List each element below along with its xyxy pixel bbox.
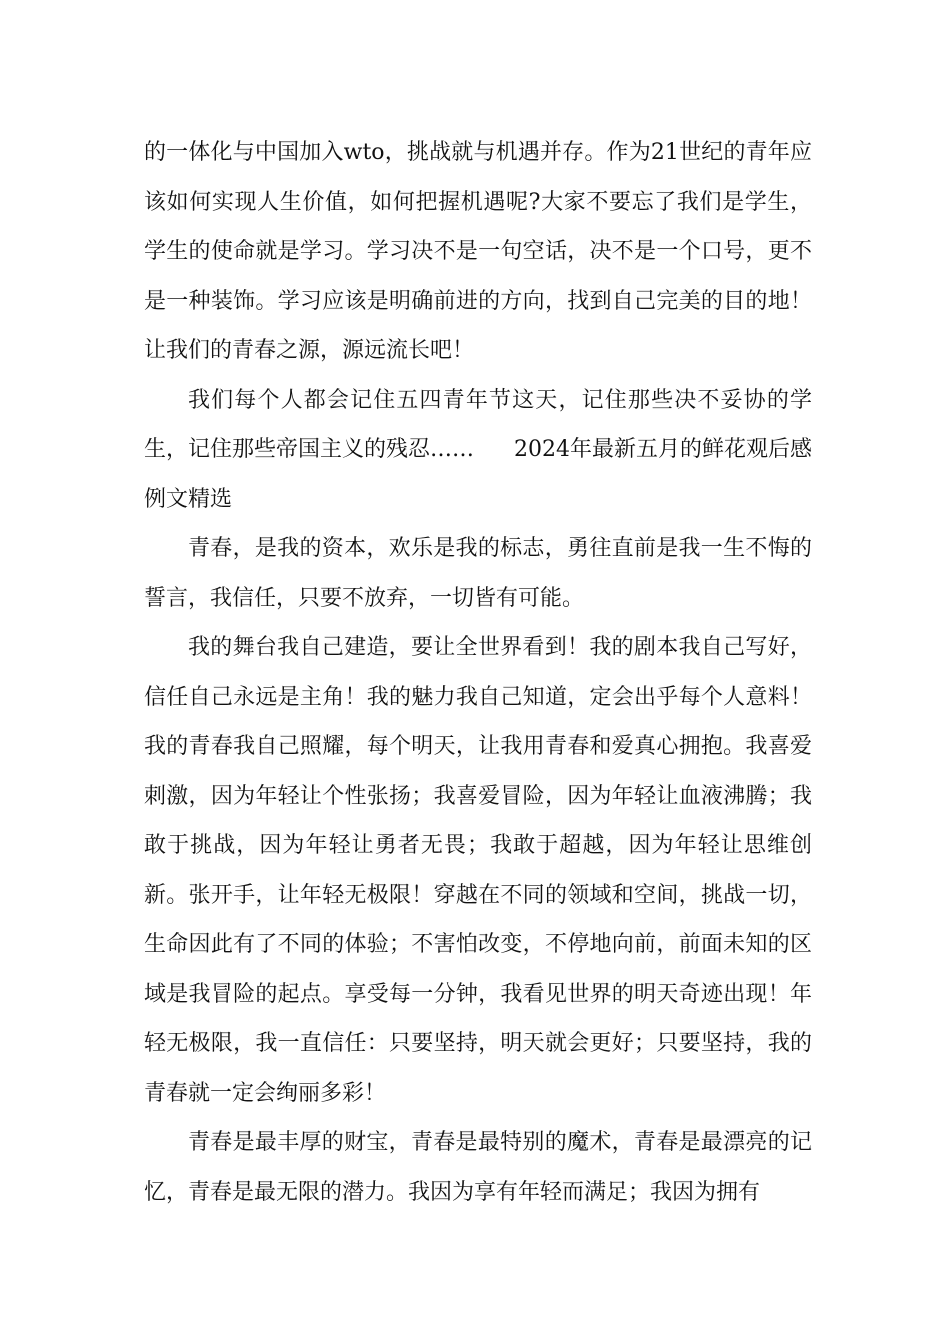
paragraph-text: 我的舞台我自己建造，要让全世界看到！我的剧本我自己写好，信任自己永远是主角！我的魅力我自己知道，定会出乎每个人意料！我的青春我自己照耀，每个明天，让我用青春和爱真心拥抱。我喜爱刺激，因为年轻让个性张扬；我喜爱冒险，因为年轻让血液沸腾；我敢于挑战，因为年轻让勇者无畏；我敢于超越，因为年轻让思维创新。张开手，让年轻无极限！穿越在不同的领域和空间，挑战一切，生命因此有了不同的体验；不害怕改变，不停地向前，前面未知的区域是我冒险的起点。享受每一分钟，我看见世界的明天奇迹出现！年轻无极限，我一直信任：只要坚持，明天就会更好；只要坚持，我的青春就一定会绚丽多彩！ bbox=[144, 635, 812, 1106]
paragraph-text: 我们每个人都会记住五四青年节这天，记住那些决不妥协的学生，记住那些帝国主义的残忍…… bbox=[144, 387, 812, 462]
document-body bbox=[144, 128, 812, 1217]
article-heading-inline: 2024年最新五月的鲜花观后感例文精选 bbox=[144, 437, 813, 512]
paragraph-text: 青春，是我的资本，欢乐是我的标志，勇往直前是我一生不悔的誓言，我信任，只要不放弃，一切皆有可能。 bbox=[144, 536, 812, 611]
paragraph-2 bbox=[144, 376, 812, 525]
paragraph-5 bbox=[144, 1118, 812, 1217]
paragraph-1 bbox=[144, 128, 812, 376]
paragraph-3 bbox=[144, 524, 812, 623]
paragraph-4 bbox=[144, 623, 812, 1118]
paragraph-text: 青春是最丰厚的财宝，青春是最特别的魔术，青春是最漂亮的记忆，青春是最无限的潜力。我因为享有年轻而满足；我因为拥有 bbox=[144, 1130, 812, 1205]
paragraph-text: 的一体化与中国加入wto，挑战就与机遇并存。作为21世纪的青年应该如何实现人生价值，如何把握机遇呢?大家不要忘了我们是学生，学生的使命就是学习。学习决不是一句空话，决不是一个口号，更不是一种装饰。学习应该是明确前进的方向，找到自己完美的目的地！让我们的青春之源，源远流长吧！ bbox=[144, 140, 812, 363]
